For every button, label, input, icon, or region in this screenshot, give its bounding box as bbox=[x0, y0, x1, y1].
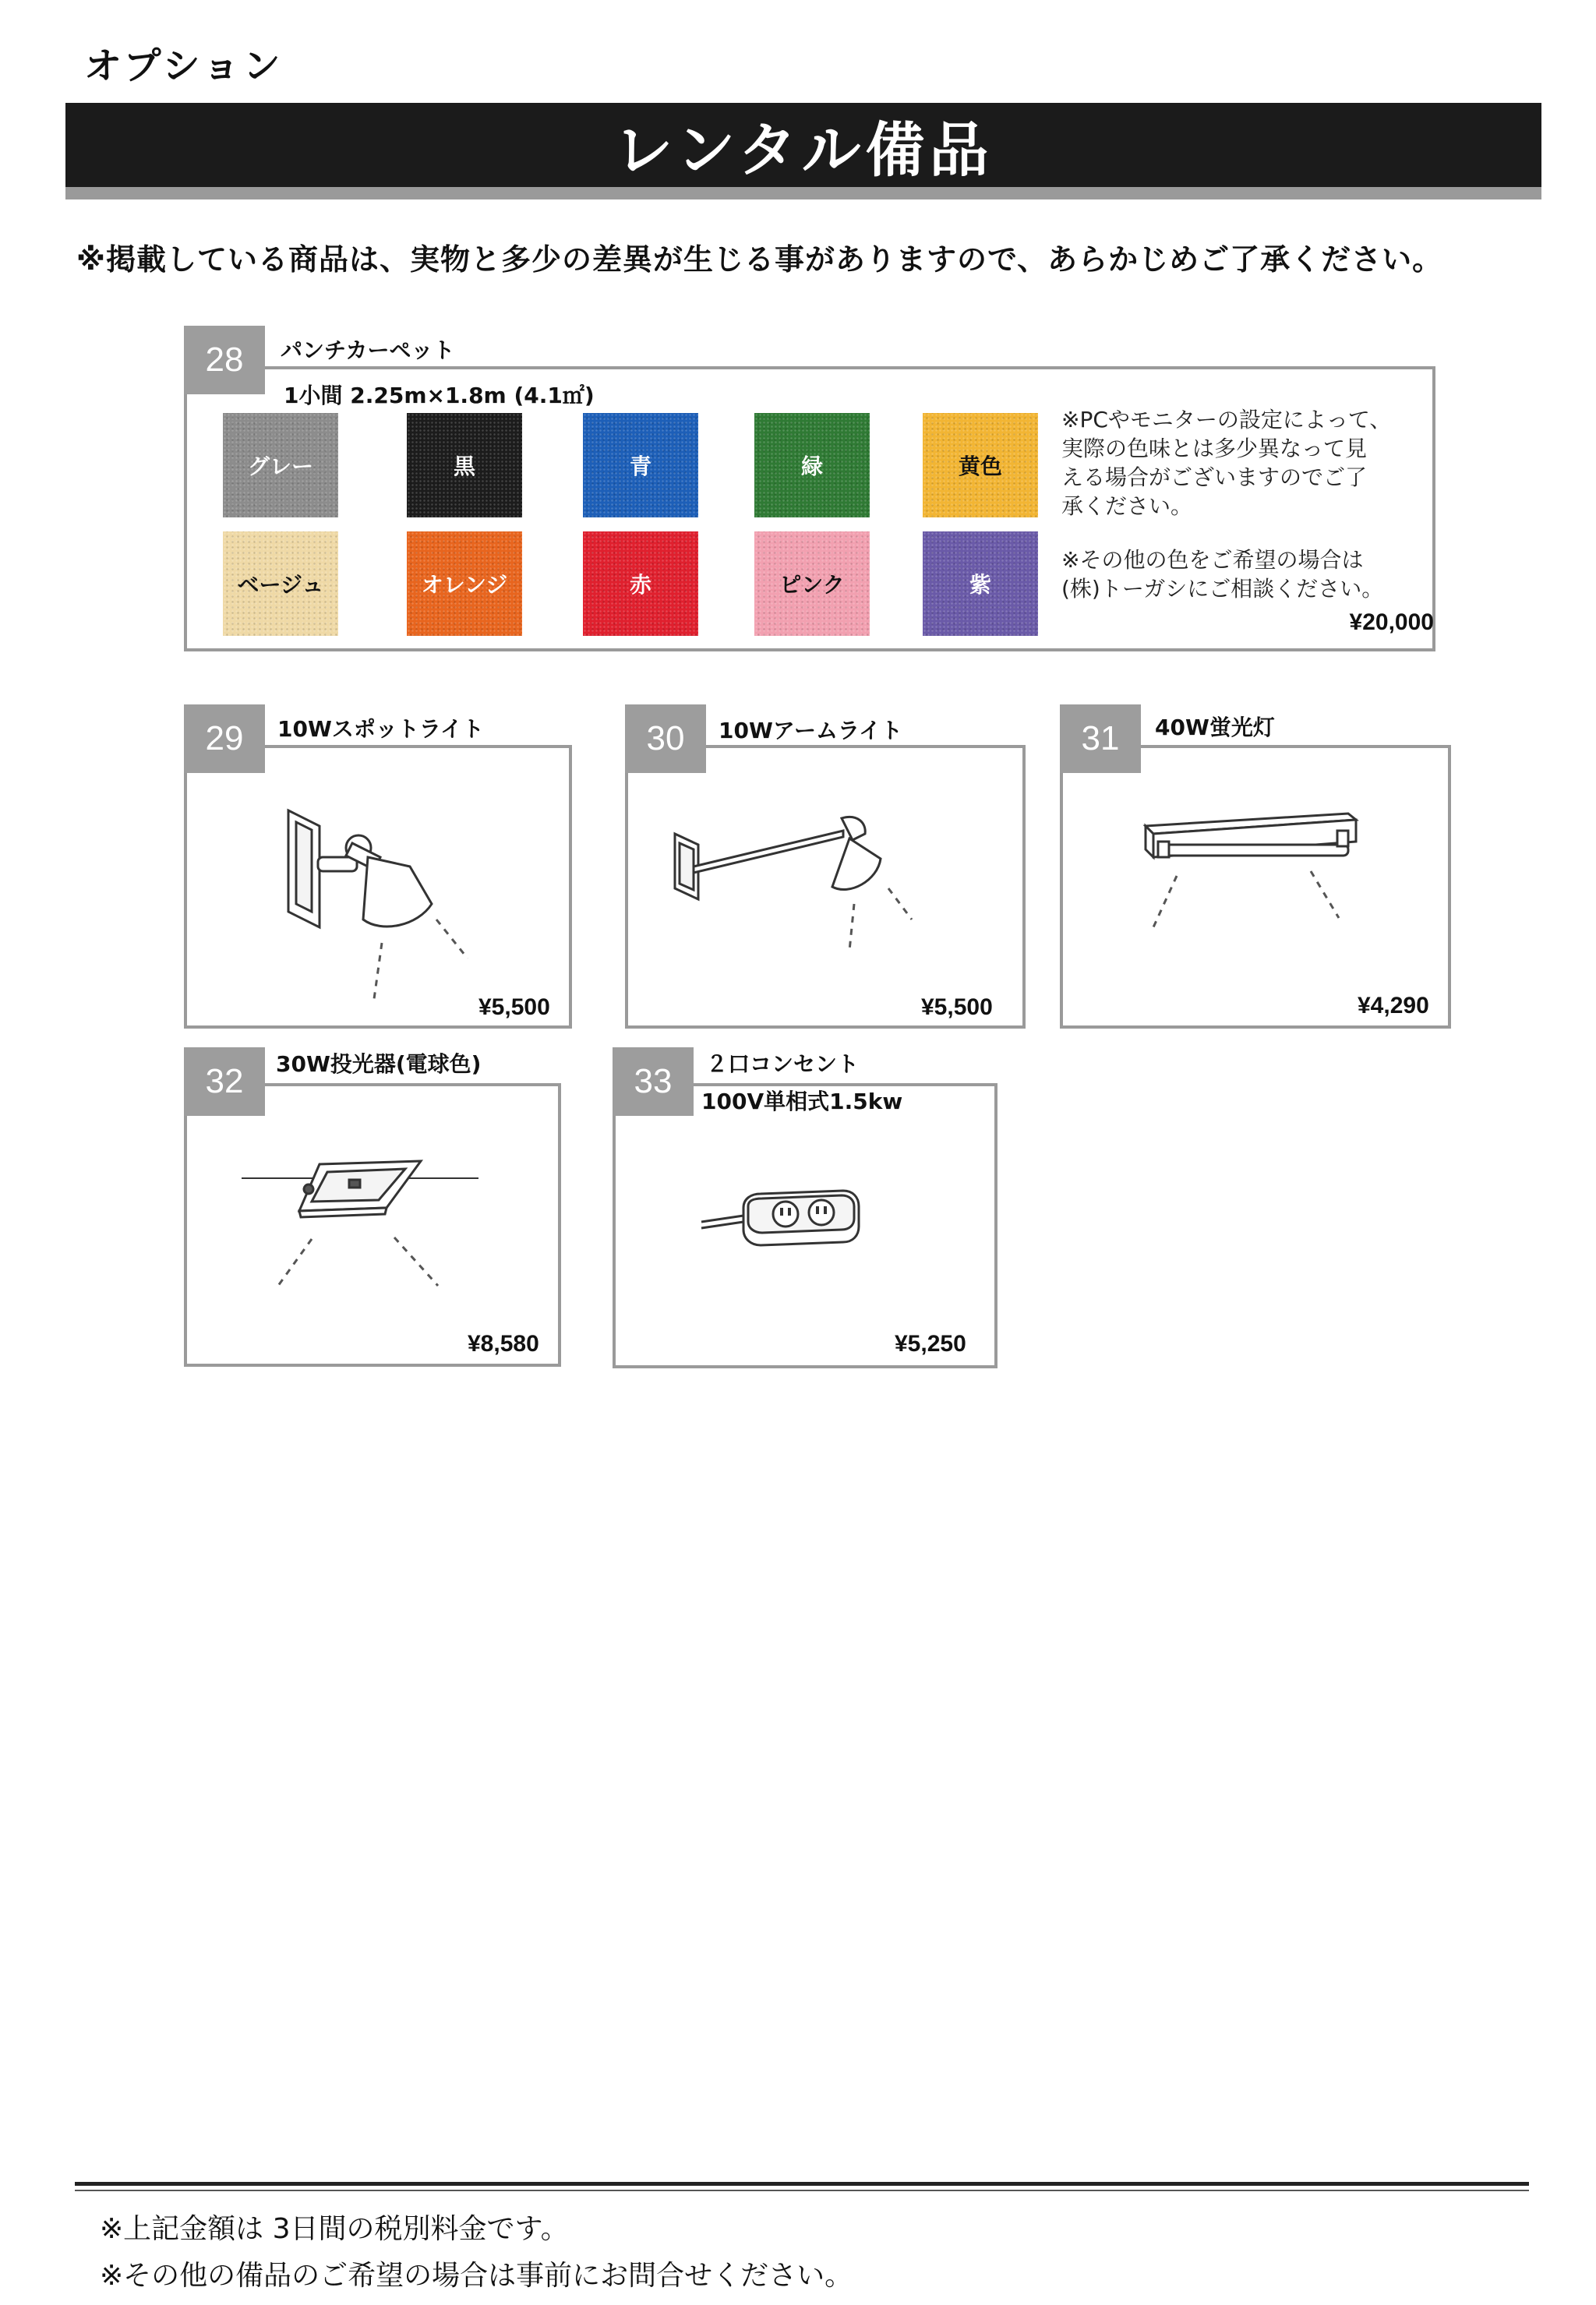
footer-divider-thin bbox=[75, 2190, 1529, 2191]
carpet-size: 1小間 2.25m×1.8m (4.1㎡) bbox=[284, 383, 595, 408]
item-number: 30 bbox=[625, 704, 706, 773]
color-accuracy-note: ※PCやモニターの設定によって、 実際の色味とは多少異なって見 える場合がございますのでご了 承ください。 bbox=[1061, 407, 1392, 519]
item-price: ¥4,290 bbox=[1358, 993, 1429, 1018]
page-title: レンタル備品 bbox=[613, 115, 994, 185]
item-number: 32 bbox=[184, 1047, 265, 1116]
color-swatch bbox=[923, 413, 1038, 517]
color-swatch bbox=[754, 531, 870, 636]
arm-light-icon bbox=[662, 803, 943, 982]
section-label: オプション bbox=[84, 44, 284, 88]
swatch-label: オレンジ bbox=[421, 572, 508, 598]
swatch-label: 緑 bbox=[800, 454, 823, 479]
footer-note-price: ※上記金額は 3日間の税別料金です。 bbox=[100, 2213, 569, 2245]
floodlight-icon bbox=[234, 1145, 491, 1301]
color-swatch bbox=[407, 413, 522, 517]
item-price: ¥5,250 bbox=[895, 1331, 966, 1357]
color-swatch bbox=[583, 413, 698, 517]
other-colors-note: ※その他の色をご希望の場合は (株)トーガシにご相談ください。 bbox=[1061, 547, 1384, 602]
color-swatch bbox=[754, 413, 870, 517]
item-title: パンチカーペット bbox=[281, 337, 455, 363]
outlet-icon bbox=[694, 1177, 873, 1262]
disclaimer-notice: ※掲載している商品は、実物と多少の差異が生じる事がありますので、あらかじめご了承ください。 bbox=[76, 242, 1443, 277]
color-swatch bbox=[583, 531, 698, 636]
color-swatch bbox=[223, 531, 338, 636]
swatch-label: 黄色 bbox=[958, 454, 1002, 479]
item-spec: 100V単相式1.5kw bbox=[701, 1089, 903, 1114]
item-price: ¥5,500 bbox=[921, 994, 993, 1020]
footer-divider bbox=[75, 2182, 1529, 2186]
color-swatch bbox=[407, 531, 522, 636]
item-title: ２口コンセント bbox=[706, 1051, 860, 1077]
item-title: 40W蛍光灯 bbox=[1155, 715, 1275, 740]
item-number: 33 bbox=[613, 1047, 694, 1116]
item-price: ¥5,500 bbox=[478, 994, 550, 1020]
color-swatch bbox=[223, 413, 338, 517]
footer-note-inquiry: ※その他の備品のご希望の場合は事前にお問合せください。 bbox=[100, 2260, 853, 2292]
item-price: ¥20,000 bbox=[1349, 609, 1434, 635]
page-title-banner bbox=[65, 103, 1541, 199]
swatch-label: 紫 bbox=[969, 572, 991, 598]
color-swatch-grid bbox=[223, 413, 1038, 641]
color-swatch bbox=[923, 531, 1038, 636]
item-number: 28 bbox=[184, 326, 265, 394]
swatch-label: 青 bbox=[629, 454, 651, 479]
spotlight-icon bbox=[265, 787, 491, 1005]
swatch-label: ピンク bbox=[779, 572, 845, 598]
swatch-label: グレー bbox=[247, 454, 313, 479]
item-number: 29 bbox=[184, 704, 265, 773]
item-number: 31 bbox=[1060, 704, 1141, 773]
item-title: 10Wアームライト bbox=[719, 718, 903, 743]
item-title: 10Wスポットライト bbox=[277, 716, 485, 742]
swatch-label: 赤 bbox=[629, 572, 651, 598]
swatch-label: ベージュ bbox=[237, 572, 324, 598]
item-title: 30W投光器(電球色) bbox=[276, 1051, 482, 1077]
item-price: ¥8,580 bbox=[468, 1331, 539, 1357]
fluorescent-light-icon bbox=[1130, 803, 1379, 943]
swatch-label: 黒 bbox=[453, 454, 475, 479]
